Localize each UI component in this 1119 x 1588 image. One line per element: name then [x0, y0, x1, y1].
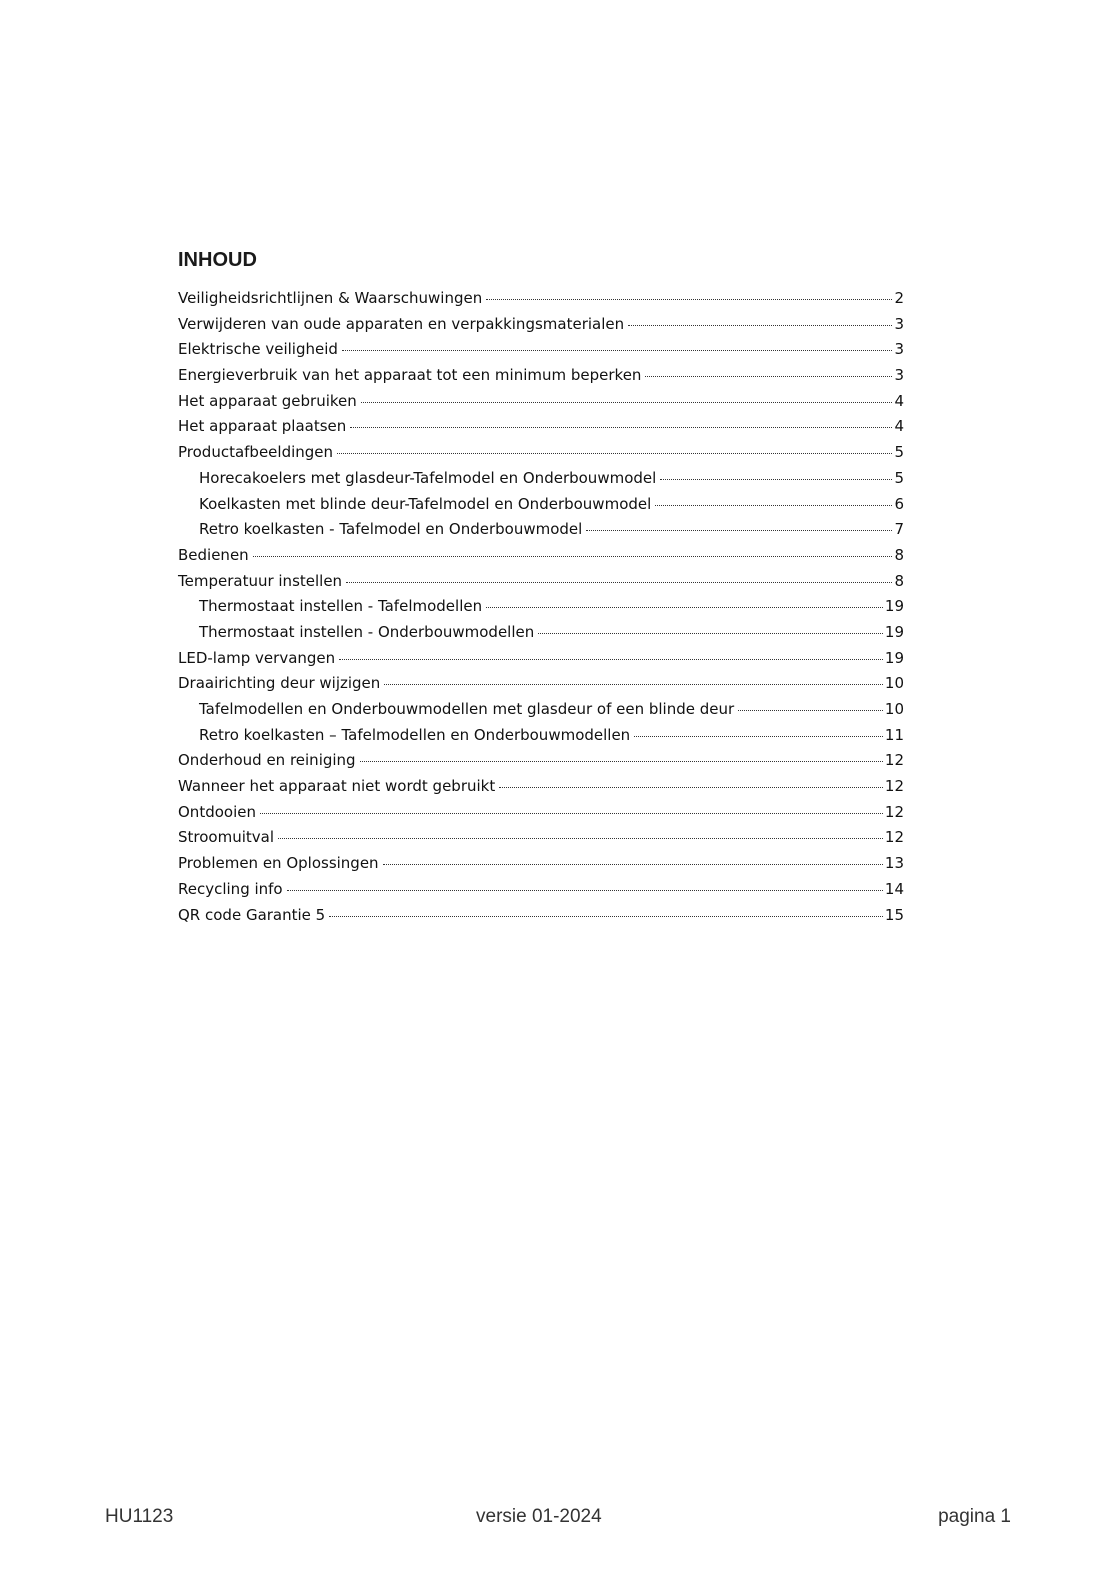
dot-leader — [329, 901, 883, 917]
toc-entry-title: Ontdooien — [178, 802, 256, 821]
toc-entry-page-number: 12 — [884, 777, 904, 796]
toc-entry-page-number: 3 — [894, 366, 904, 385]
toc-entry[interactable] — [178, 671, 904, 697]
toc-entry-title: Koelkasten met blinde deur-Tafelmodel en Onderbouwmodel — [199, 494, 652, 513]
toc-entry-title: Retro koelkasten - Tafelmodel en Onderbouwmodel — [199, 520, 583, 539]
toc-entry-list — [178, 286, 904, 928]
toc-entry-title: Verwijderen van oude apparaten en verpakkingsmaterialen — [178, 314, 625, 333]
toc-entry-title: Het apparaat plaatsen — [178, 417, 347, 436]
toc-entry-page-number: 14 — [884, 879, 904, 898]
toc-entry[interactable] — [178, 440, 904, 466]
toc-entry-page-number: 12 — [884, 751, 904, 770]
toc-subentry[interactable] — [178, 620, 904, 646]
dot-leader — [383, 849, 883, 865]
dot-leader — [486, 592, 883, 608]
toc-entry-page-number: 15 — [884, 905, 904, 924]
dot-leader — [634, 721, 883, 737]
toc-entry[interactable] — [178, 877, 904, 903]
toc-entry[interactable] — [178, 286, 904, 312]
toc-entry-page-number: 8 — [894, 571, 904, 590]
toc-entry[interactable] — [178, 903, 904, 929]
toc-entry-title: Temperatuur instellen — [178, 571, 343, 590]
toc-entry[interactable] — [178, 389, 904, 415]
toc-entry-title: Wanneer het apparaat niet wordt gebruikt — [178, 777, 496, 796]
dot-leader — [538, 618, 883, 634]
toc-entry-title: Tafelmodellen en Onderbouwmodellen met glasdeur of een blinde deur — [199, 700, 735, 718]
dot-leader — [346, 567, 892, 583]
toc-entry-page-number: 2 — [894, 289, 904, 307]
dot-leader — [486, 284, 892, 300]
toc-entry-title: Stroomuitval — [178, 828, 274, 847]
toc-subentry[interactable] — [178, 517, 904, 543]
toc-subentry[interactable] — [178, 466, 904, 492]
toc-entry-page-number: 12 — [884, 802, 904, 821]
dot-leader — [361, 387, 892, 403]
toc-entry-title: QR code Garantie 5 — [178, 905, 326, 924]
toc-entry-page-number: 3 — [894, 340, 904, 359]
toc-entry-page-number: 3 — [894, 314, 904, 333]
toc-entry-page-number: 7 — [894, 520, 904, 539]
toc-entry-title: Het apparaat gebruiken — [178, 391, 357, 410]
toc-entry-page-number: 10 — [884, 700, 904, 718]
toc-entry[interactable] — [178, 312, 904, 338]
dot-leader — [260, 798, 883, 814]
dot-leader — [628, 310, 892, 326]
footer-page-number: pagina 1 — [938, 1506, 1011, 1527]
toc-entry-page-number: 19 — [884, 648, 904, 667]
toc-entry[interactable] — [178, 774, 904, 800]
toc-subentry[interactable] — [178, 697, 904, 723]
toc-entry-title: Thermostaat instellen - Tafelmodellen — [199, 597, 483, 616]
dot-leader — [339, 644, 883, 660]
toc-entry[interactable] — [178, 748, 904, 774]
dot-leader — [350, 412, 892, 428]
toc-entry-page-number: 10 — [884, 674, 904, 693]
toc-entry-title: Bedienen — [178, 545, 249, 564]
toc-entry-title: Retro koelkasten – Tafelmodellen en Onderbouwmodellen — [199, 725, 631, 744]
dot-leader — [384, 669, 883, 685]
dot-leader — [253, 541, 892, 557]
toc-entry-page-number: 13 — [884, 854, 904, 873]
toc-entry-page-number: 5 — [894, 443, 904, 462]
toc-entry[interactable] — [178, 363, 904, 389]
toc-entry[interactable] — [178, 543, 904, 569]
toc-entry[interactable] — [178, 800, 904, 826]
toc-entry-title: Problemen en Oplossingen — [178, 854, 379, 873]
dot-leader — [655, 490, 892, 506]
dot-leader — [342, 335, 892, 351]
toc-entry-title: Thermostaat instellen - Onderbouwmodellen — [199, 622, 535, 641]
toc-entry-title: Onderhoud en reiniging — [178, 751, 356, 770]
toc-entry-title: Energieverbruik van het apparaat tot een minimum beperken — [178, 366, 642, 385]
toc-entry-page-number: 8 — [894, 545, 904, 564]
dot-leader — [360, 746, 883, 762]
toc-entry-page-number: 11 — [884, 725, 904, 744]
toc-entry-page-number: 6 — [894, 494, 904, 513]
toc-entry[interactable] — [178, 851, 904, 877]
toc-entry-page-number: 5 — [894, 468, 904, 487]
toc-entry-page-number: 19 — [884, 622, 904, 641]
dot-leader — [337, 438, 892, 454]
toc-subentry[interactable] — [178, 723, 904, 749]
toc-entry-page-number: 4 — [894, 391, 904, 410]
toc-entry-title: Recycling info — [178, 879, 283, 898]
toc-subentry[interactable] — [178, 594, 904, 620]
dot-leader — [278, 823, 883, 839]
dot-leader — [287, 875, 883, 891]
toc-entry[interactable] — [178, 646, 904, 672]
dot-leader — [738, 695, 883, 711]
table-of-contents — [178, 246, 904, 928]
toc-entry-title: LED-lamp vervangen — [178, 648, 336, 667]
toc-entry[interactable] — [178, 569, 904, 595]
footer-document-code: HU1123 — [105, 1506, 174, 1527]
page-footer — [0, 1506, 1119, 1532]
toc-subentry[interactable] — [178, 492, 904, 518]
toc-entry-page-number: 19 — [884, 597, 904, 616]
toc-entry-title: Elektrische veiligheid — [178, 340, 338, 359]
toc-entry[interactable] — [178, 414, 904, 440]
toc-entry-page-number: 12 — [884, 828, 904, 847]
footer-version: versie 01-2024 — [476, 1506, 602, 1527]
toc-entry-title: Veiligheidsrichtlijnen & Waarschuwingen — [178, 289, 483, 307]
toc-entry-title: Horecakoelers met glasdeur-Tafelmodel en Onderbouwmodel — [199, 468, 657, 487]
dot-leader — [499, 772, 883, 788]
dot-leader — [586, 515, 892, 531]
dot-leader — [645, 361, 892, 377]
toc-entry-page-number: 4 — [894, 417, 904, 436]
toc-entry-title: Draairichting deur wijzigen — [178, 674, 381, 693]
toc-entry[interactable] — [178, 337, 904, 363]
dot-leader — [660, 464, 892, 480]
toc-entry[interactable] — [178, 825, 904, 851]
toc-entry-title: Productafbeeldingen — [178, 443, 334, 462]
toc-heading: INHOUD — [178, 249, 257, 271]
